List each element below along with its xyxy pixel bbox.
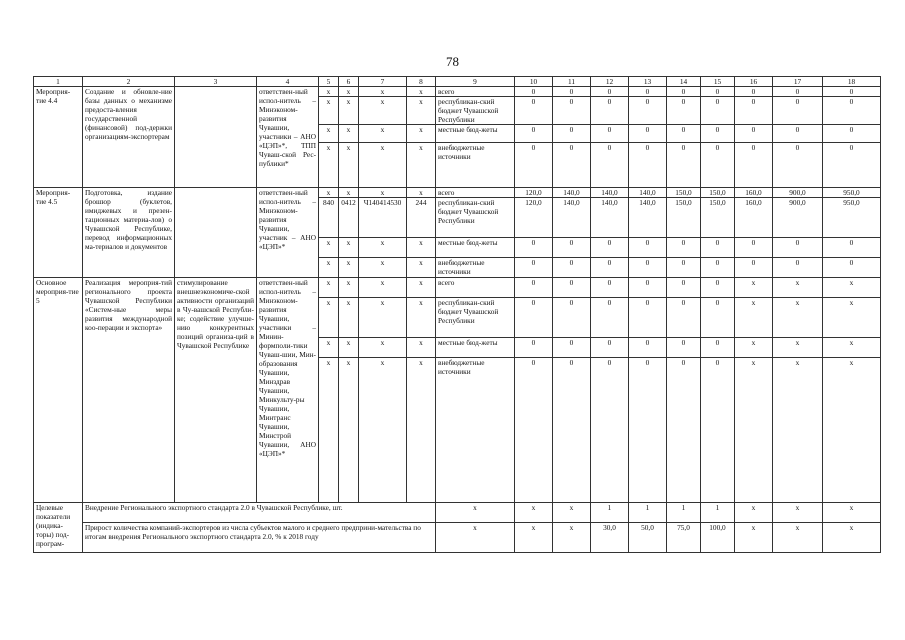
target-value: x: [436, 503, 515, 523]
value-cell: 0: [667, 278, 701, 298]
code-cell: x: [339, 87, 359, 97]
value-cell: x: [735, 278, 773, 298]
value-cell: 0: [667, 125, 701, 143]
value-cell: 0: [515, 278, 553, 298]
value-cell: 140,0: [629, 188, 667, 198]
value-cell: x: [823, 278, 881, 298]
event-code: Основное мероприя-тие 5: [34, 278, 83, 503]
value-cell: 140,0: [591, 188, 629, 198]
value-cell: 0: [701, 338, 735, 358]
funding-source: местные бюд-жеты: [436, 238, 515, 258]
value-cell: 0: [701, 278, 735, 298]
code-cell: x: [407, 298, 436, 338]
code-cell: x: [319, 87, 339, 97]
column-header: 14: [667, 77, 701, 87]
event-executors: ответствен-ный испол-нитель – Минэконом-развития Чувашии, участники – АНО «ЦЭП»*, ТПП Чуваш-ской Рес-публики*: [257, 87, 319, 188]
value-cell: 0: [591, 278, 629, 298]
event-code: Мероприя-тие 4.4: [34, 87, 83, 188]
value-cell: 0: [735, 87, 773, 97]
funding-source: внебюджетные источники: [436, 358, 515, 503]
value-cell: 140,0: [591, 198, 629, 238]
value-cell: 0: [553, 125, 591, 143]
value-cell: 0: [629, 278, 667, 298]
target-value: 100,0: [701, 523, 735, 553]
target-text: Прирост количества компаний-экспортеров из числа субъектов малого и среднего предприни-мательства по итогам внедрения Регионального экспортного стандарта 2.0, % к 2018 году: [83, 523, 436, 553]
value-cell: 0: [701, 143, 735, 188]
code-cell: x: [407, 258, 436, 278]
target-value: 75,0: [667, 523, 701, 553]
column-header: 13: [629, 77, 667, 87]
value-cell: 0: [773, 258, 823, 278]
value-cell: 900,0: [773, 198, 823, 238]
code-cell: x: [319, 125, 339, 143]
value-cell: 0: [823, 125, 881, 143]
value-cell: 0: [515, 143, 553, 188]
value-cell: 150,0: [701, 188, 735, 198]
value-cell: 0: [629, 338, 667, 358]
column-header: 15: [701, 77, 735, 87]
value-cell: x: [773, 338, 823, 358]
value-cell: 0: [773, 125, 823, 143]
value-cell: 160,0: [735, 188, 773, 198]
target-row: [34, 503, 881, 523]
column-header: 18: [823, 77, 881, 87]
value-cell: 0: [701, 87, 735, 97]
value-cell: 0: [629, 238, 667, 258]
column-header: 6: [339, 77, 359, 87]
target-value: 50,0: [629, 523, 667, 553]
target-value: x: [773, 503, 823, 523]
value-cell: 0: [667, 258, 701, 278]
value-cell: 140,0: [553, 188, 591, 198]
funding-source: республикан-ский бюджет Чувашской Республики: [436, 97, 515, 125]
column-header: 12: [591, 77, 629, 87]
column-header: 10: [515, 77, 553, 87]
code-cell: x: [359, 298, 407, 338]
value-cell: 0: [735, 238, 773, 258]
event-name: Подготовка, издание брошюр (буклетов, имиджевых и презен-тационных материа-лов) о Чувашской Республике, перевод информационных ма-териалов и документов: [83, 188, 175, 278]
code-cell: x: [359, 358, 407, 503]
code-cell: x: [359, 87, 407, 97]
code-cell: x: [339, 238, 359, 258]
value-cell: 0: [735, 97, 773, 125]
value-cell: 0: [667, 358, 701, 503]
value-cell: 0: [823, 97, 881, 125]
target-value: x: [515, 523, 553, 553]
target-value: x: [773, 523, 823, 553]
column-header: 2: [83, 77, 175, 87]
column-header: 3: [175, 77, 257, 87]
value-cell: 140,0: [629, 198, 667, 238]
value-cell: 0: [667, 87, 701, 97]
value-cell: 150,0: [667, 188, 701, 198]
event-name: Создание и обновле-ние базы данных о механизме предоста-вления государственной (финансовой) под-держки организациям-экспортерам: [83, 87, 175, 188]
funding-source: местные бюд-жеты: [436, 338, 515, 358]
event-goal: [175, 188, 257, 278]
target-value: x: [823, 503, 881, 523]
value-cell: 0: [515, 87, 553, 97]
code-cell: x: [319, 338, 339, 358]
column-header: 7: [359, 77, 407, 87]
value-cell: 0: [735, 258, 773, 278]
target-value: x: [823, 523, 881, 553]
value-cell: 950,0: [823, 198, 881, 238]
target-value: x: [735, 503, 773, 523]
column-header: 4: [257, 77, 319, 87]
value-cell: 0: [667, 338, 701, 358]
event-name: Реализация мероприя-тий регионального проекта Чувашской Республики «Систем-ные меры развития международной коо-перации и экспорта»: [83, 278, 175, 503]
code-cell: x: [319, 258, 339, 278]
funding-source: республикан-ский бюджет Чувашской Республики: [436, 298, 515, 338]
value-cell: 0: [591, 298, 629, 338]
code-cell: x: [407, 125, 436, 143]
code-cell: 840: [319, 198, 339, 238]
value-cell: 0: [701, 358, 735, 503]
code-cell: x: [319, 358, 339, 503]
value-cell: x: [823, 338, 881, 358]
funding-source: республикан-ский бюджет Чувашской Республики: [436, 198, 515, 238]
funding-source: всего: [436, 188, 515, 198]
value-cell: 0: [667, 238, 701, 258]
value-cell: 0: [553, 238, 591, 258]
value-cell: x: [735, 338, 773, 358]
value-cell: 0: [553, 143, 591, 188]
value-cell: 0: [823, 238, 881, 258]
target-value: x: [735, 523, 773, 553]
value-cell: 0: [773, 238, 823, 258]
code-cell: Ч140414530: [359, 198, 407, 238]
code-cell: x: [359, 125, 407, 143]
code-cell: x: [359, 188, 407, 198]
code-cell: x: [359, 278, 407, 298]
value-cell: 120,0: [515, 198, 553, 238]
column-header: 9: [436, 77, 515, 87]
value-cell: 0: [823, 87, 881, 97]
column-header: 17: [773, 77, 823, 87]
value-cell: 0: [591, 258, 629, 278]
value-cell: 0: [701, 258, 735, 278]
value-cell: 0: [629, 97, 667, 125]
value-cell: 0: [515, 125, 553, 143]
value-cell: 0: [591, 358, 629, 503]
code-cell: x: [359, 97, 407, 125]
code-cell: x: [319, 278, 339, 298]
header-row: [34, 77, 881, 87]
value-cell: 0: [701, 97, 735, 125]
value-cell: 0: [553, 278, 591, 298]
code-cell: 0412: [339, 198, 359, 238]
value-cell: 0: [823, 143, 881, 188]
code-cell: x: [407, 238, 436, 258]
code-cell: x: [319, 188, 339, 198]
value-cell: 140,0: [553, 198, 591, 238]
value-cell: 0: [591, 143, 629, 188]
value-cell: 0: [701, 238, 735, 258]
target-value: x: [553, 523, 591, 553]
code-cell: x: [407, 97, 436, 125]
code-cell: x: [319, 97, 339, 125]
event-goal: [175, 87, 257, 188]
value-cell: x: [823, 298, 881, 338]
value-cell: 0: [591, 97, 629, 125]
value-cell: x: [823, 358, 881, 503]
value-cell: 0: [515, 238, 553, 258]
code-cell: x: [407, 87, 436, 97]
value-cell: 0: [667, 298, 701, 338]
column-header: 5: [319, 77, 339, 87]
code-cell: x: [319, 238, 339, 258]
value-cell: 0: [823, 258, 881, 278]
funding-source: местные бюд-жеты: [436, 125, 515, 143]
funding-source: всего: [436, 87, 515, 97]
code-cell: x: [407, 143, 436, 188]
code-cell: x: [359, 238, 407, 258]
table-row: [34, 188, 881, 198]
code-cell: x: [407, 278, 436, 298]
program-table: [33, 76, 881, 553]
value-cell: 0: [553, 258, 591, 278]
target-value: 1: [667, 503, 701, 523]
code-cell: x: [339, 188, 359, 198]
event-goal: стимулирование внешнеэкономиче-ской активности организаций в Чу-вашской Республи-ке; содействие улучше-нию конкурентных позиций организа-ций в Чувашской Республике: [175, 278, 257, 503]
value-cell: 0: [629, 258, 667, 278]
code-cell: x: [339, 358, 359, 503]
code-cell: x: [407, 188, 436, 198]
event-code: Мероприя-тие 4.5: [34, 188, 83, 278]
target-value: x: [436, 523, 515, 553]
code-cell: x: [359, 338, 407, 358]
value-cell: 0: [515, 358, 553, 503]
value-cell: x: [773, 298, 823, 338]
value-cell: 0: [629, 143, 667, 188]
funding-source: внебюджетные источники: [436, 143, 515, 188]
event-executors: ответствен-ный испол-нитель – Минэконом-развития Чувашии, участники – Минин-формполи-тики Чуваш-шии, Мин-образования Чувашии, Минздрав Чувашии, Минкульту-ры Чувашии, Минтранс Чувашии, Минстрой Чувашии, АНО «ЦЭП»*: [257, 278, 319, 503]
value-cell: 900,0: [773, 188, 823, 198]
target-row: [34, 523, 881, 553]
code-cell: x: [319, 298, 339, 338]
value-cell: 150,0: [667, 198, 701, 238]
code-cell: x: [339, 125, 359, 143]
event-executors: ответствен-ный испол-нитель – Минэконом-развития Чувашии, участник – АНО «ЦЭП»*: [257, 188, 319, 278]
targets-label: Целевые показатели (индика-торы) под-програм-: [34, 503, 83, 553]
code-cell: x: [339, 298, 359, 338]
target-value: 1: [591, 503, 629, 523]
value-cell: x: [773, 358, 823, 503]
code-cell: x: [407, 358, 436, 503]
value-cell: 0: [667, 143, 701, 188]
target-value: x: [515, 503, 553, 523]
value-cell: 0: [773, 87, 823, 97]
code-cell: x: [407, 338, 436, 358]
code-cell: x: [359, 143, 407, 188]
value-cell: 0: [515, 298, 553, 338]
target-text: Внедрение Регионального экспортного стандарта 2.0 в Чувашской Республике, шт.: [83, 503, 436, 523]
value-cell: 0: [735, 125, 773, 143]
value-cell: 0: [701, 125, 735, 143]
code-cell: x: [339, 338, 359, 358]
target-value: 1: [629, 503, 667, 523]
value-cell: x: [735, 298, 773, 338]
value-cell: 0: [701, 298, 735, 338]
value-cell: 160,0: [735, 198, 773, 238]
code-cell: x: [339, 143, 359, 188]
column-header: 1: [34, 77, 83, 87]
code-cell: x: [339, 97, 359, 125]
value-cell: x: [773, 278, 823, 298]
target-value: 1: [701, 503, 735, 523]
value-cell: 0: [667, 97, 701, 125]
value-cell: 0: [629, 87, 667, 97]
value-cell: 0: [553, 298, 591, 338]
value-cell: 0: [629, 125, 667, 143]
value-cell: 0: [515, 338, 553, 358]
table-row: [34, 87, 881, 97]
column-header: 11: [553, 77, 591, 87]
value-cell: 0: [515, 97, 553, 125]
code-cell: 244: [407, 198, 436, 238]
value-cell: 0: [553, 97, 591, 125]
value-cell: 0: [591, 238, 629, 258]
code-cell: x: [359, 258, 407, 278]
target-value: 30,0: [591, 523, 629, 553]
value-cell: x: [735, 358, 773, 503]
value-cell: 150,0: [701, 198, 735, 238]
code-cell: x: [339, 278, 359, 298]
value-cell: 0: [553, 338, 591, 358]
value-cell: 0: [591, 87, 629, 97]
target-value: x: [553, 503, 591, 523]
value-cell: 0: [553, 87, 591, 97]
value-cell: 0: [553, 358, 591, 503]
value-cell: 0: [735, 143, 773, 188]
value-cell: 950,0: [823, 188, 881, 198]
page-number: 78: [446, 54, 459, 69]
value-cell: 0: [591, 338, 629, 358]
value-cell: 0: [591, 125, 629, 143]
code-cell: x: [319, 143, 339, 188]
table-row: [34, 278, 881, 298]
column-header: 16: [735, 77, 773, 87]
value-cell: 0: [515, 258, 553, 278]
value-cell: 0: [629, 298, 667, 338]
value-cell: 0: [629, 358, 667, 503]
funding-source: всего: [436, 278, 515, 298]
funding-source: внебюджетные источники: [436, 258, 515, 278]
code-cell: x: [339, 258, 359, 278]
value-cell: 0: [773, 143, 823, 188]
value-cell: 0: [773, 97, 823, 125]
value-cell: 120,0: [515, 188, 553, 198]
column-header: 8: [407, 77, 436, 87]
